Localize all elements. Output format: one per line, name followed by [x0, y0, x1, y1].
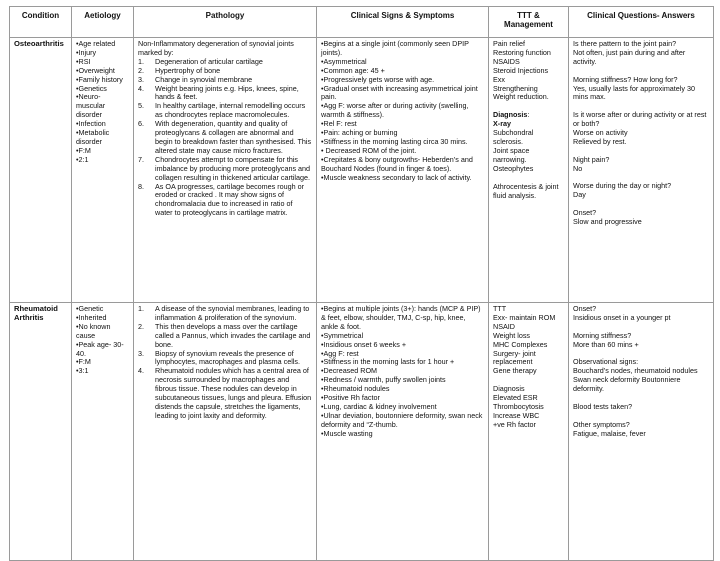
condition-table [9, 6, 714, 561]
table-row-rheumatoid-arthritis [10, 303, 714, 561]
text-line: Insidious onset in a younger pt [573, 312, 671, 322]
item-number: 6. [138, 119, 144, 129]
text-line: TTT [493, 304, 507, 313]
table-row-osteoarthritis [10, 38, 714, 303]
text-line: Increase WBC [493, 410, 540, 420]
aetiology-cell [72, 303, 134, 561]
header-aetiology: Aetiology [72, 7, 134, 38]
pathology-cell [134, 303, 317, 561]
aetiology-list [76, 305, 129, 376]
qa-list [573, 40, 709, 227]
header-row [10, 7, 714, 38]
text-line: Day [573, 190, 586, 200]
list-item: •F:M [76, 357, 91, 367]
item-text: A disease of the synovial membranes, leading to inflammation & proliferation of the synovium. [155, 304, 310, 322]
numbered-item [138, 156, 312, 183]
list-item: •Overweight [76, 65, 115, 75]
item-text: Degeneration of articular cartilage [155, 56, 263, 66]
text-line: Fatigue, malaise, fever [573, 428, 646, 438]
numbered-item [138, 183, 312, 219]
text-line: Bouchard’s nodes, rheumatoid nodules Swan neck deformity Boutonniere deformity. [573, 366, 698, 394]
pathology-cell [134, 38, 317, 303]
header-clinical-questions: Clinical Questions- Answers [569, 7, 714, 38]
text-line: Observational signs: [573, 357, 639, 367]
list-item: •Symmetrical [321, 330, 364, 340]
text-line: Steroid Injections [493, 65, 549, 75]
pathology-intro: Non-Inflammatory degeneration of synovial joints marked by: [138, 39, 294, 57]
text-line: Blood tests taken? [573, 401, 633, 411]
text-line: Morning stiffness? [573, 330, 632, 340]
text-line: NSAIDS [493, 56, 520, 66]
item-number: 1. [138, 304, 144, 313]
text-line: Diagnosis [493, 384, 525, 394]
list-item: •Infection [76, 119, 106, 129]
list-item: •RSI [76, 56, 91, 66]
item-number: 1. [138, 56, 144, 66]
signs-list [321, 40, 484, 183]
text-line: Not often, just pain during and after activity. [573, 47, 686, 66]
list-item: •Asymmetrical [321, 56, 367, 66]
item-text: With degeneration, quantity and quality of proteoglycans & collagen are abnormal and begin to breakdown faster than synthesised. This altered state may cause micro fractures. [155, 119, 312, 155]
qa-list [573, 305, 709, 439]
list-item: •Redness / warmth, puffy swollen joints [321, 375, 446, 385]
text-line: Surgery- joint replacement [493, 348, 536, 367]
item-text: Biopsy of synovium reveals the presence of lymphocytes, macrophages and plasma cells. [155, 348, 301, 367]
text-line: Osteophytes [493, 163, 534, 173]
text-line: Worse during the day or night? [573, 181, 672, 191]
item-text: This then develops a mass over the cartilage called a Pannus, which invades the cartilage and bone. [155, 321, 311, 349]
condition-cell: Osteoarthritis [10, 38, 72, 303]
signs-list [321, 305, 484, 439]
item-number: 2. [138, 321, 144, 331]
diagnosis-colon: : [527, 110, 530, 120]
list-item: •Genetics [76, 83, 107, 93]
condition-cell: Rheumatoid Arthritis [10, 303, 72, 561]
xray-label: X-ray [493, 119, 511, 129]
list-item: •Insidious onset 6 weeks + [321, 339, 407, 349]
text-line: Weight loss [493, 330, 531, 340]
header-clinical-signs: Clinical Signs & Symptoms [317, 7, 489, 38]
text-line: MHC Complexes [493, 339, 548, 349]
text-line: Other symptoms? [573, 419, 630, 429]
item-number: 4. [138, 366, 144, 376]
list-item: •Begins at a single joint (commonly seen DPIP joints). [321, 39, 469, 57]
text-line: Restoring function [493, 47, 551, 57]
text-line: +ve Rh factor [493, 419, 536, 429]
pathology-list [138, 58, 312, 218]
signs-cell [317, 38, 489, 303]
text-line: NSAID [493, 321, 515, 331]
numbered-item [138, 85, 312, 103]
text-line: Weight reduction. [493, 92, 549, 102]
list-item: •F:M [76, 145, 91, 155]
header-ttt-management: TTT & Management [489, 7, 569, 38]
item-text: Rheumatoid nodules which has a central area of necrosis surrounded by macrophages and fibrous tissue. These nodules can develop in subcutaneous tissues, lungs and pleura. Effusion distends the capsule, stretches the ligaments, leading to joint laxity and deformity. [155, 366, 312, 420]
text-line: Slow and progressive [573, 217, 642, 227]
text-line: Exx [493, 74, 505, 84]
text-line: Is there pattern to the joint pain? [573, 39, 677, 48]
item-text: Change in synovial membrane [155, 74, 253, 84]
item-number: 3. [138, 74, 144, 84]
list-item: •No known cause [76, 321, 111, 340]
ttt-cell [489, 303, 569, 561]
text-line: Night pain? [573, 154, 610, 164]
list-item: •Genetic [76, 304, 104, 313]
list-item: •Agg F: worse after or during activity (swelling, warmth & stiffness). [321, 101, 469, 120]
item-text: As OA progresses, cartilage becomes rough or eroded or cracked . It may show signs of chondromalacia due to increased in ratio of water to proteoglycans in cartilage matrix. [155, 181, 305, 218]
xray-findings [493, 129, 564, 174]
ttt-list [493, 40, 564, 102]
list-item: •Muscle wasting [321, 428, 373, 438]
header-condition: Condition [10, 7, 72, 38]
numbered-item [138, 305, 312, 323]
list-item: •Decreased ROM [321, 366, 378, 376]
list-item: •Common age: 45 + [321, 65, 385, 75]
list-item: •Age related [76, 39, 116, 48]
list-item: •Progressively gets worse with age. [321, 74, 435, 84]
qa-cell [569, 38, 714, 303]
list-item: •Begins at multiple joints (3+): hands (MCP & PIP) & feet, elbow, shoulder, TMJ, C-sp, hip, knee, ankle & foot. [321, 304, 481, 331]
list-item: •Metabolic disorder [76, 128, 110, 146]
list-item: •Agg F: rest [321, 348, 359, 358]
diagnosis-label: Diagnosis [493, 110, 528, 120]
item-number: 3. [138, 348, 144, 358]
item-number: 4. [138, 83, 144, 93]
list-item: •Injury [76, 47, 97, 57]
text-line: Strengthening [493, 83, 538, 93]
aetiology-cell [72, 38, 134, 303]
item-text: Chondrocytes attempt to compensate for this imbalance by producing more proteoglycans and collagen resulting in thickened articular cartilage. [155, 154, 311, 182]
text-line: Onset? [573, 208, 597, 218]
list-item: •Muscle weakness secondary to lack of activity. [321, 172, 472, 182]
numbered-item [138, 323, 312, 350]
item-number: 2. [138, 65, 144, 75]
list-item: •Stiffness in the morning lasts for 1 hour + [321, 357, 455, 367]
ttt-cell [489, 38, 569, 303]
aetiology-list [76, 40, 129, 165]
qa-cell [569, 303, 714, 561]
text-line: Subchondral sclerosis. [493, 128, 534, 147]
text-line: Is it worse after or during activity or at rest or both? [573, 110, 707, 129]
item-number: 7. [138, 154, 144, 164]
list-item: •Family history [76, 74, 123, 84]
ttt-list [493, 305, 564, 430]
list-item: •2:1 [76, 154, 89, 164]
item-text: Hypertrophy of bone [155, 65, 221, 75]
text-line: Morning stiffness? How long for? [573, 74, 678, 84]
pathology-list [138, 305, 312, 421]
item-text: Weight bearing joints e.g. Hips, knees, spine, hands & feet. [155, 83, 299, 102]
text-line: Pain relief [493, 39, 525, 48]
text-line: Thrombocytosis [493, 401, 544, 411]
text-line: Joint space narrowing. [493, 145, 530, 164]
text-line: No [573, 163, 583, 173]
numbered-item [138, 120, 312, 156]
text-line: Exx- maintain ROM [493, 312, 556, 322]
list-item: • Decreased ROM of the joint. [321, 145, 417, 155]
text-line: Yes, usually lasts for approximately 30 mins max. [573, 83, 695, 102]
signs-cell [317, 303, 489, 561]
text-line: Onset? [573, 304, 597, 313]
list-item: •Crepitates & bony outgrowths- Heberden’s and Bouchard Nodes (found in finger & toes). [321, 154, 473, 173]
numbered-item [138, 350, 312, 368]
list-item: •Positive Rh factor [321, 393, 380, 403]
list-item: •Rel F: rest [321, 119, 357, 129]
list-item: •Lung, cardiac & kidney involvement [321, 401, 437, 411]
numbered-item [138, 102, 312, 120]
numbered-item [138, 367, 312, 420]
list-item: •Neuro-muscular disorder [76, 92, 106, 120]
ttt-extra: Athrocentesis & joint fluid analysis. [493, 181, 559, 200]
header-pathology: Pathology [134, 7, 317, 38]
item-number: 8. [138, 181, 144, 191]
text-line: Relieved by rest. [573, 136, 627, 146]
item-number: 5. [138, 101, 144, 111]
text-line: Worse on activity [573, 128, 628, 138]
text-line: More than 60 mins + [573, 339, 639, 349]
text-line: Elevated ESR [493, 393, 538, 403]
item-text: In healthy cartilage, internal remodelling occurs as chondrocytes replace macromolecules. [155, 101, 306, 120]
list-item: •Peak age- 30-40. [76, 339, 124, 358]
list-item: •3:1 [76, 366, 89, 376]
list-item: •Ulnar deviation, boutonniere deformity, swan neck deformity and “Z-thumb. [321, 410, 483, 429]
list-item: •Rheumatoid nodules [321, 384, 390, 394]
list-item: •Inherited [76, 312, 107, 322]
list-item: •Pain: aching or burning [321, 128, 398, 138]
list-item: •Stiffness in the morning lasting circa 30 mins. [321, 136, 468, 146]
list-item: •Gradual onset with increasing asymmetrical joint pain. [321, 83, 478, 102]
text-line: Gene therapy [493, 366, 537, 376]
